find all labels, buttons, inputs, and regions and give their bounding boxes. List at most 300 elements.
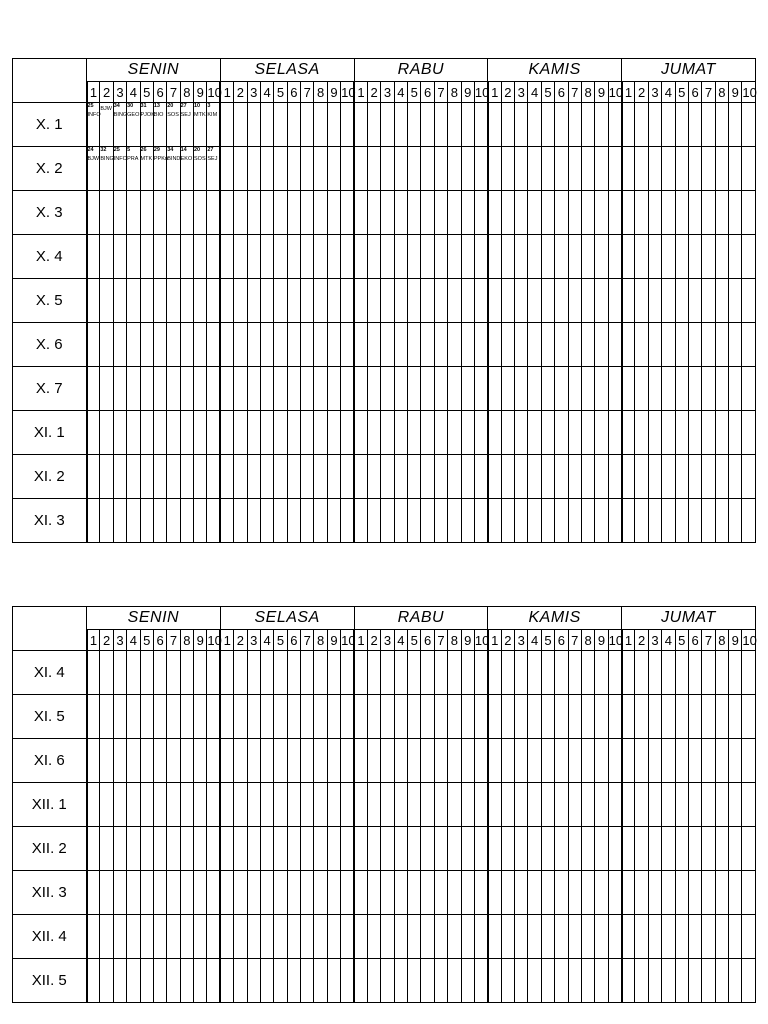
schedule-cell (394, 323, 407, 367)
schedule-cell (581, 783, 594, 827)
schedule-cell (622, 323, 635, 367)
class-label: X. 1 (13, 103, 87, 147)
schedule-cell (488, 959, 501, 1003)
day-header-rabu: RABU (354, 607, 488, 630)
class-row (13, 279, 756, 323)
schedule-cell (113, 783, 126, 827)
schedule-cell (367, 411, 380, 455)
schedule-cell (635, 651, 648, 695)
schedule-cell (448, 367, 461, 411)
schedule-cell (648, 191, 661, 235)
period-number: 9 (595, 82, 608, 103)
schedule-cell (715, 783, 728, 827)
day-header-selasa: SELASA (220, 59, 354, 82)
schedule-cell (528, 827, 541, 871)
schedule-cell (180, 235, 193, 279)
schedule-cell (421, 147, 434, 191)
schedule-cell (314, 147, 327, 191)
schedule-cell (568, 411, 581, 455)
schedule-cell (87, 279, 100, 323)
period-row (13, 82, 756, 103)
schedule-cell (87, 455, 100, 499)
schedule-cell (167, 235, 180, 279)
schedule-cell (515, 191, 528, 235)
schedule-cell (688, 323, 701, 367)
schedule-cell (260, 411, 273, 455)
schedule-cell (327, 147, 340, 191)
schedule-cell (528, 695, 541, 739)
schedule-cell (408, 651, 421, 695)
schedule-cell (113, 695, 126, 739)
schedule-cell (515, 871, 528, 915)
schedule-cell (140, 235, 153, 279)
schedule-cell (207, 651, 220, 695)
schedule-cell (448, 959, 461, 1003)
schedule-cell (675, 695, 688, 739)
schedule-cell (153, 827, 166, 871)
subject-code: INFO (113, 156, 127, 163)
schedule-cell (140, 367, 153, 411)
schedule-cell (127, 367, 140, 411)
teacher-code: 29 (153, 147, 160, 153)
schedule-cell (113, 103, 126, 147)
schedule-cell (555, 279, 568, 323)
schedule-cell (528, 191, 541, 235)
schedule-cell (461, 103, 474, 147)
schedule-cell (87, 871, 100, 915)
schedule-cell (113, 191, 126, 235)
subject-code: MTK (194, 112, 206, 119)
schedule-cell (247, 323, 260, 367)
schedule-cell (113, 915, 126, 959)
teacher-code: 25 (87, 103, 94, 109)
schedule-cell (622, 147, 635, 191)
corner-header (13, 59, 87, 103)
schedule-cell (234, 147, 247, 191)
schedule-cell (408, 455, 421, 499)
schedule-cell (648, 739, 661, 783)
schedule-cell (662, 455, 675, 499)
schedule-cell (434, 499, 447, 543)
schedule-cell (688, 411, 701, 455)
schedule-cell (354, 827, 367, 871)
schedule-cell (648, 103, 661, 147)
schedule-cell (140, 695, 153, 739)
schedule-cell (555, 103, 568, 147)
schedule-cell (515, 103, 528, 147)
schedule-cell (408, 959, 421, 1003)
class-row (13, 695, 756, 739)
schedule-cell (715, 191, 728, 235)
schedule-cell (729, 235, 742, 279)
schedule-cell (207, 103, 220, 147)
schedule-cell (113, 323, 126, 367)
class-row (13, 499, 756, 543)
schedule-cell (234, 915, 247, 959)
schedule-cell (113, 499, 126, 543)
schedule-cell (541, 191, 554, 235)
schedule-cell (688, 147, 701, 191)
schedule-cell (367, 739, 380, 783)
schedule-cell (488, 739, 501, 783)
subject-code: SOS (167, 112, 179, 119)
schedule-cell (234, 323, 247, 367)
schedule-cell (474, 827, 487, 871)
class-label: XI. 6 (13, 739, 87, 783)
schedule-cell (100, 279, 113, 323)
schedule-cell (153, 191, 166, 235)
schedule-cell (742, 191, 756, 235)
schedule-cell (314, 783, 327, 827)
schedule-cell (581, 103, 594, 147)
schedule-cell (715, 323, 728, 367)
schedule-cell (408, 191, 421, 235)
period-number: 3 (381, 630, 394, 651)
schedule-cell (287, 147, 300, 191)
schedule-cell (595, 455, 608, 499)
schedule-cell (541, 739, 554, 783)
schedule-cell (688, 499, 701, 543)
schedule-cell (287, 103, 300, 147)
schedule-cell (140, 323, 153, 367)
period-number: 1 (622, 630, 635, 651)
schedule-cell (715, 695, 728, 739)
schedule-cell (314, 695, 327, 739)
schedule-cell (354, 455, 367, 499)
schedule-cell (688, 871, 701, 915)
schedule-cell (247, 739, 260, 783)
schedule-cell (341, 695, 354, 739)
schedule-cell (194, 323, 207, 367)
period-number: 4 (528, 630, 541, 651)
schedule-cell (100, 499, 113, 543)
schedule-cell (260, 651, 273, 695)
schedule-cell (568, 191, 581, 235)
period-number: 2 (100, 630, 113, 651)
schedule-cell (113, 739, 126, 783)
schedule-cell (314, 235, 327, 279)
schedule-cell (327, 915, 340, 959)
schedule-cell (515, 915, 528, 959)
schedule-cell (100, 739, 113, 783)
schedule-cell (301, 651, 314, 695)
schedule-cell (488, 103, 501, 147)
schedule-cell (354, 783, 367, 827)
schedule-cell (515, 235, 528, 279)
schedule-cell (675, 783, 688, 827)
schedule-cell (408, 411, 421, 455)
schedule-cell (675, 739, 688, 783)
schedule-cell (715, 739, 728, 783)
schedule-cell (234, 827, 247, 871)
schedule-cell (515, 827, 528, 871)
period-number: 7 (301, 82, 314, 103)
schedule-cell (367, 147, 380, 191)
schedule-cell (274, 959, 287, 1003)
period-number: 5 (408, 82, 421, 103)
class-label: X. 2 (13, 147, 87, 191)
schedule-cell (501, 411, 514, 455)
schedule-cell (702, 103, 715, 147)
schedule-cell (515, 367, 528, 411)
schedule-cell (434, 739, 447, 783)
schedule-cell (742, 103, 756, 147)
schedule-cell (715, 827, 728, 871)
schedule-cell (461, 739, 474, 783)
schedule-cell (541, 959, 554, 1003)
class-label: X. 7 (13, 367, 87, 411)
class-row (13, 367, 756, 411)
schedule-cell (448, 411, 461, 455)
schedule-cell (608, 651, 621, 695)
schedule-cell (354, 871, 367, 915)
schedule-cell (501, 739, 514, 783)
period-number: 1 (488, 630, 501, 651)
period-number: 5 (541, 630, 554, 651)
schedule-cell (381, 103, 394, 147)
day-header-rabu: RABU (354, 59, 488, 82)
schedule-cell (341, 103, 354, 147)
schedule-cell (675, 279, 688, 323)
schedule-cell (287, 323, 300, 367)
period-number: 10 (341, 82, 354, 103)
schedule-cell (581, 455, 594, 499)
schedule-cell (688, 279, 701, 323)
schedule-cell (541, 915, 554, 959)
period-number: 2 (501, 82, 514, 103)
class-label: XI. 4 (13, 651, 87, 695)
schedule-cell (260, 783, 273, 827)
schedule-cell (113, 455, 126, 499)
schedule-cell (622, 455, 635, 499)
schedule-cell (648, 147, 661, 191)
schedule-cell (501, 695, 514, 739)
period-number: 6 (287, 630, 300, 651)
schedule-cell (234, 651, 247, 695)
period-number: 6 (688, 82, 701, 103)
subject-code: SEJ (180, 112, 191, 119)
schedule-cell (314, 455, 327, 499)
schedule-cell (207, 367, 220, 411)
schedule-cell (608, 367, 621, 411)
schedule-cell (608, 959, 621, 1003)
schedule-cell (648, 915, 661, 959)
schedule-cell (394, 783, 407, 827)
schedule-cell (247, 235, 260, 279)
period-number: 6 (555, 630, 568, 651)
schedule-cell (555, 651, 568, 695)
schedule-cell (568, 915, 581, 959)
schedule-cell (153, 411, 166, 455)
period-number: 7 (434, 82, 447, 103)
schedule-cell (448, 739, 461, 783)
schedule-cell (648, 367, 661, 411)
schedule-cell (555, 411, 568, 455)
schedule-cell (662, 103, 675, 147)
schedule-cell (555, 499, 568, 543)
schedule-cell (635, 411, 648, 455)
schedule-cell (622, 739, 635, 783)
period-number: 9 (194, 630, 207, 651)
schedule-cell (488, 147, 501, 191)
period-number: 3 (247, 630, 260, 651)
schedule-cell (648, 411, 661, 455)
schedule-cell (140, 871, 153, 915)
schedule-cell (327, 455, 340, 499)
period-number: 5 (140, 630, 153, 651)
schedule-cell (648, 499, 661, 543)
schedule-cell (87, 411, 100, 455)
schedule-cell (394, 367, 407, 411)
schedule-cell (688, 651, 701, 695)
schedule-cell (354, 915, 367, 959)
schedule-cell (113, 235, 126, 279)
schedule-cell (448, 871, 461, 915)
schedule-cell (702, 651, 715, 695)
schedule-cell (234, 191, 247, 235)
schedule-cell (702, 147, 715, 191)
schedule-cell (555, 147, 568, 191)
corner-header (13, 607, 87, 651)
schedule-cell (474, 871, 487, 915)
period-number: 10 (608, 630, 621, 651)
schedule-cell (528, 323, 541, 367)
schedule-cell (180, 367, 193, 411)
period-number: 9 (595, 630, 608, 651)
schedule-cell (140, 739, 153, 783)
schedule-cell (140, 915, 153, 959)
schedule-cell (207, 871, 220, 915)
teacher-code: 10 (194, 103, 201, 109)
subject-code: BING (100, 156, 114, 163)
schedule-cell (274, 147, 287, 191)
schedule-cell (180, 651, 193, 695)
schedule-cell (341, 739, 354, 783)
schedule-cell (314, 915, 327, 959)
schedule-cell (301, 827, 314, 871)
schedule-cell (675, 651, 688, 695)
schedule-cell (528, 147, 541, 191)
schedule-cell (260, 695, 273, 739)
schedule-cell (461, 191, 474, 235)
schedule-cell (568, 871, 581, 915)
schedule-cell (180, 739, 193, 783)
schedule-cell (501, 959, 514, 1003)
schedule-cell (367, 323, 380, 367)
schedule-cell (140, 499, 153, 543)
schedule-cell (581, 235, 594, 279)
schedule-cell (662, 739, 675, 783)
schedule-cell (702, 739, 715, 783)
schedule-cell (260, 279, 273, 323)
schedule-cell (194, 235, 207, 279)
schedule-cell (662, 411, 675, 455)
schedule-cell (742, 323, 756, 367)
period-number: 5 (140, 82, 153, 103)
schedule-cell (127, 323, 140, 367)
schedule-cell (622, 191, 635, 235)
schedule-cell (488, 455, 501, 499)
schedule-cell (662, 871, 675, 915)
schedule-cell (581, 323, 594, 367)
schedule-cell (194, 191, 207, 235)
schedule-cell (662, 235, 675, 279)
schedule-cell (394, 191, 407, 235)
class-row (13, 323, 756, 367)
schedule-cell (541, 235, 554, 279)
schedule-cell (474, 783, 487, 827)
schedule-cell (688, 739, 701, 783)
period-number: 6 (287, 82, 300, 103)
period-number: 1 (354, 82, 367, 103)
schedule-cell (622, 367, 635, 411)
schedule-cell (274, 871, 287, 915)
schedule-cell (167, 959, 180, 1003)
schedule-cell (287, 367, 300, 411)
schedule-cell (622, 783, 635, 827)
schedule-cell (595, 959, 608, 1003)
schedule-cell (207, 323, 220, 367)
schedule-cell (394, 103, 407, 147)
schedule-cell (140, 147, 153, 191)
schedule-cell (301, 739, 314, 783)
schedule-cell (635, 235, 648, 279)
schedule-cell (555, 367, 568, 411)
schedule-cell (274, 235, 287, 279)
period-number: 10 (474, 630, 487, 651)
schedule-cell (448, 827, 461, 871)
schedule-cell (153, 739, 166, 783)
schedule-cell (635, 103, 648, 147)
schedule-cell (140, 827, 153, 871)
schedule-cell (608, 695, 621, 739)
period-number: 4 (127, 630, 140, 651)
period-row (13, 630, 756, 651)
schedule-cell (113, 651, 126, 695)
schedule-cell (367, 367, 380, 411)
schedule-cell (367, 455, 380, 499)
schedule-cell (448, 323, 461, 367)
schedule-cell (622, 411, 635, 455)
schedule-cell (234, 739, 247, 783)
schedule-cell (408, 279, 421, 323)
schedule-cell (461, 959, 474, 1003)
schedule-cell (220, 323, 233, 367)
schedule-cell (301, 147, 314, 191)
schedule-cell (421, 651, 434, 695)
schedule-cell (541, 871, 554, 915)
schedule-cell (742, 871, 756, 915)
schedule-cell (608, 455, 621, 499)
schedule-cell (408, 147, 421, 191)
schedule-cell (729, 959, 742, 1003)
schedule-cell (448, 191, 461, 235)
period-number: 7 (167, 82, 180, 103)
schedule-cell (715, 651, 728, 695)
schedule-cell (153, 455, 166, 499)
schedule-cell (207, 499, 220, 543)
schedule-cell (648, 695, 661, 739)
schedule-cell (715, 499, 728, 543)
schedule-cell (408, 367, 421, 411)
schedule-cell (702, 455, 715, 499)
schedule-cell (394, 959, 407, 1003)
schedule-cell (180, 871, 193, 915)
schedule-cell (354, 651, 367, 695)
schedule-cell (715, 235, 728, 279)
period-number: 1 (354, 630, 367, 651)
period-number: 5 (541, 82, 554, 103)
